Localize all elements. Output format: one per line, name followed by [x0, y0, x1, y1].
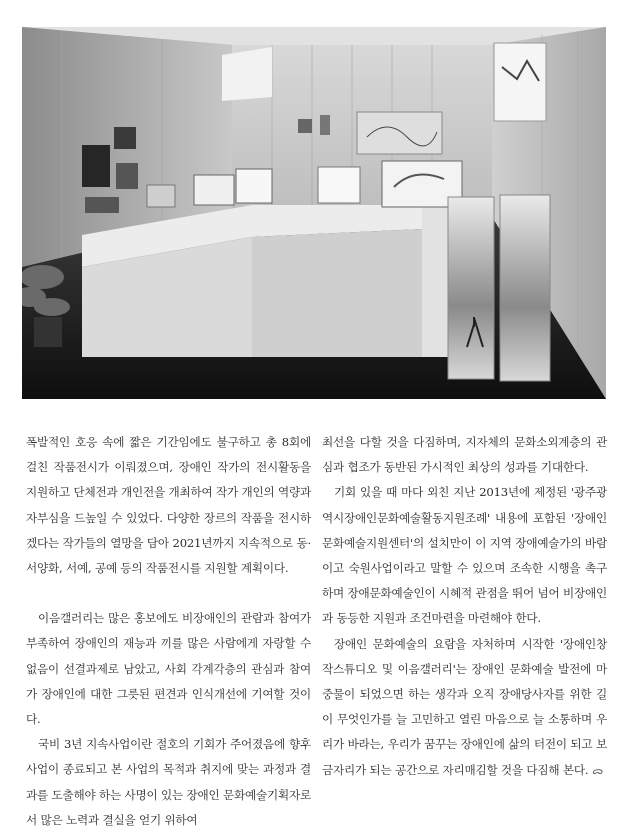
paragraph: 국비 3년 지속사업이란 절호의 기회가 주어졌음에 향후 사업이 종료되고 본 사업의 목적과 취지에 맞는 과정과 결과를 도출해야 하는 사명이 있는 장애인 문화예술기획자로서 많은 노력과 결실을 얻기 위하여 — [26, 737, 311, 827]
text-column-right — [322, 430, 607, 784]
gallery-photo — [22, 27, 606, 399]
paragraph — [322, 632, 607, 784]
gallery-exhibition-image — [22, 27, 606, 399]
paragraph-text: 장애인 문화예술의 요람을 자처하며 시작한 '장애인창작스튜디오 및 이음갤러리'는 장애인 문화예술 발전에 마중물이 되었으면 하는 생각과 오직 장애당사자를 위한 길이 무엇인가를 늘 고민하고 열린 마음으로 늘 소통하며 우리가 바라는, 우리가 꿈꾸는 장애인에 삶의 터전이 되고 보금자리가 되는 공간으로 자리매김할 것을 다짐해 본다. — [322, 636, 607, 777]
text-column-left — [26, 430, 311, 833]
paragraph: 폭발적인 호응 속에 짧은 기간임에도 불구하고 총 8회에 걸친 작품전시가 이뤄졌으며, 장애인 작가의 전시활동을 지원하고 단체전과 개인전을 개최하여 작가 개인의 역량과 자부심을 드높일 수 있었다. 다양한 장르의 작품을 전시하겠다는 작가들의 열망을 담아 2021년까지 지속적으로 동·서양화, 서예, 공예 등의 작품전시를 지원할 계획이다. — [26, 435, 311, 576]
paragraph: 최선을 다할 것을 다짐하며, 지자체의 문화소외계층의 관심과 협조가 동반된 가시적인 최상의 성과를 기대한다. — [322, 435, 607, 475]
paragraph: 기회 있을 때 마다 외친 지난 2013년에 제정된 '광주광역시장애인문화예술활동지원조례' 내용에 포함된 '장애인문화예술지원센터'의 설치만이 이 지역 장애예술가의 바람이고 숙원사업이라고 말할 수 있으며 조속한 시행을 촉구하며 장애문화예술인이 시혜적 관점을 뛰어 넘어 비장애인과 동등한 지원과 조건마련을 마련해야 한다. — [322, 485, 607, 626]
paragraph: 이음갤러리는 많은 홍보에도 비장애인의 관람과 참여가 부족하여 장애인의 재능과 끼를 많은 사람에게 자랑할 수 없음이 선결과제로 남았고, 사회 각계각층의 관심과 참여가 장애인에 대한 그릇된 편견과 인식개선에 기여할 것이다. — [26, 611, 311, 727]
signature-mark: ᯅ — [591, 765, 603, 777]
